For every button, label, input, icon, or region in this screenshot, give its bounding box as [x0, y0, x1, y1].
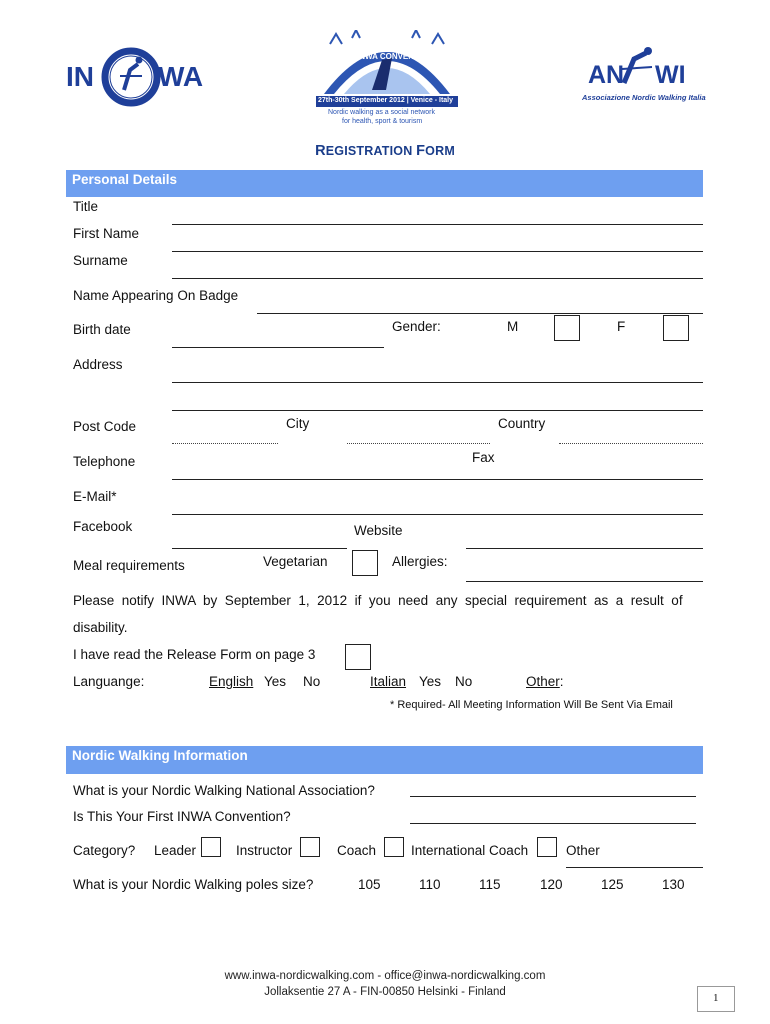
category-coach-checkbox[interactable]: [384, 837, 404, 857]
category-instructor-checkbox[interactable]: [300, 837, 320, 857]
nordic-walking-header: Nordic Walking Information: [66, 746, 703, 774]
category-instructor-label: Instructor: [236, 843, 293, 858]
allergies-field[interactable]: [466, 581, 703, 582]
italian-yes-option[interactable]: Yes: [419, 674, 442, 689]
page-number: 1: [713, 992, 719, 1004]
city-field[interactable]: [347, 443, 490, 444]
first-name-field[interactable]: [172, 251, 703, 252]
category-leader-checkbox[interactable]: [201, 837, 221, 857]
footer-contact: www.inwa-nordicwalking.com - office@inwa-nordicwalking.com: [224, 970, 546, 982]
email-label: E-Mail*: [73, 489, 117, 504]
poles-size-question: What is your Nordic Walking poles size?: [73, 877, 314, 892]
gender-label: Gender:: [392, 319, 441, 334]
pole-size-option[interactable]: 115: [479, 877, 501, 892]
country-label: Country: [498, 416, 546, 431]
inwa-logo-left: IN: [66, 61, 94, 92]
address-field-1[interactable]: [172, 382, 703, 383]
telephone-label: Telephone: [73, 454, 136, 469]
release-form-label: I have read the Release Form on page 3: [73, 647, 316, 662]
pole-size-option[interactable]: 125: [601, 877, 624, 892]
first-convention-question: Is This Your First INWA Convention?: [73, 809, 291, 824]
language-label: Languange:: [73, 674, 145, 689]
surname-field[interactable]: [172, 278, 703, 279]
english-yes-option[interactable]: Yes: [264, 674, 287, 689]
release-form-checkbox[interactable]: [345, 644, 371, 670]
anwi-logo: [582, 45, 712, 105]
category-other-label: Other: [566, 843, 600, 858]
page-number-box: [697, 986, 735, 1012]
pole-size-option[interactable]: 110: [419, 877, 441, 892]
title-field[interactable]: [172, 224, 703, 225]
anwi-logo-subtitle: Associazione Nordic Walking Italia: [582, 93, 706, 102]
convention-tagline-2: for health, sport & tourism: [342, 118, 423, 125]
fax-label: Fax: [472, 450, 495, 465]
form-title-f: F: [416, 143, 426, 159]
language-italian-label: Italian: [370, 674, 407, 689]
birth-date-label: Birth date: [73, 322, 131, 337]
convention-tagline-1: Nordic walking as a social network: [328, 109, 435, 116]
inwa-logo: [66, 46, 204, 108]
convention-banner-text: 27th-30th September 2012 | Venice - Italy: [318, 97, 454, 104]
gender-male-checkbox[interactable]: [554, 315, 580, 341]
disability-notice-line-1: Please notify INWA by September 1, 2012 if you need any special requirement as a result of: [73, 593, 683, 608]
gender-female-label: F: [617, 319, 626, 334]
email-field[interactable]: [172, 514, 703, 515]
convention-logo-graphic: [312, 30, 462, 100]
facebook-field[interactable]: [172, 548, 347, 549]
form-title: [0, 143, 770, 159]
category-other-field[interactable]: [566, 867, 703, 868]
first-name-label: First Name: [73, 226, 140, 241]
city-label: City: [286, 416, 310, 431]
meal-requirements-label: Meal requirements: [73, 558, 185, 573]
language-other-text: Other: [526, 674, 560, 689]
italian-no-option[interactable]: No: [455, 674, 473, 689]
badge-name-field[interactable]: [257, 313, 703, 314]
category-international-coach-label: International Coach: [411, 843, 529, 858]
anwi-logo-name: AN WI: [588, 61, 686, 89]
form-title-orm: ORM: [425, 144, 455, 158]
vegetarian-label: Vegetarian: [263, 554, 328, 569]
association-question: What is your Nordic Walking National Association?: [73, 783, 375, 798]
allergies-label: Allergies:: [392, 554, 448, 569]
category-international-coach-checkbox[interactable]: [537, 837, 557, 857]
language-english-label: English: [209, 674, 254, 689]
badge-name-label: Name Appearing On Badge: [73, 288, 239, 303]
form-title-r: R: [315, 143, 326, 159]
footer-address: Jollaksentie 27 A - FIN-00850 Helsinki - Finland: [264, 986, 506, 998]
convention-logo: [312, 30, 462, 130]
surname-label: Surname: [73, 253, 128, 268]
pole-size-option[interactable]: 120: [540, 877, 563, 892]
telephone-field[interactable]: [172, 479, 703, 480]
category-coach-label: Coach: [337, 843, 377, 858]
inwa-logo-right: WA: [158, 61, 204, 92]
country-field[interactable]: [559, 443, 703, 444]
post-code-label: Post Code: [73, 419, 137, 434]
website-field[interactable]: [466, 548, 703, 549]
address-label: Address: [73, 357, 123, 372]
facebook-label: Facebook: [73, 519, 133, 534]
birth-date-field[interactable]: [172, 347, 384, 348]
form-title-egistration: EGISTRATION: [325, 144, 417, 158]
category-label: Category?: [73, 843, 136, 858]
category-leader-label: Leader: [154, 843, 197, 858]
first-convention-field[interactable]: [410, 823, 696, 824]
gender-male-label: M: [507, 319, 519, 334]
pole-size-option[interactable]: 130: [662, 877, 685, 892]
website-label: Website: [354, 523, 403, 538]
vegetarian-checkbox[interactable]: [352, 550, 378, 576]
association-field[interactable]: [410, 796, 696, 797]
convention-arc-text: INWA CONVENTION 2012: [357, 52, 454, 61]
title-label: Title: [73, 199, 99, 214]
language-other-label: [526, 674, 564, 689]
english-no-option[interactable]: No: [303, 674, 321, 689]
language-other-colon: :: [559, 674, 564, 689]
address-field-2[interactable]: [172, 410, 703, 411]
pole-size-option[interactable]: 105: [358, 877, 381, 892]
gender-female-checkbox[interactable]: [663, 315, 689, 341]
personal-details-header: Personal Details: [66, 170, 703, 197]
disability-notice-line-2: disability.: [73, 620, 128, 635]
required-note: * Required- All Meeting Information Will Be Sent Via Email: [390, 699, 673, 711]
post-code-field[interactable]: [172, 443, 278, 444]
